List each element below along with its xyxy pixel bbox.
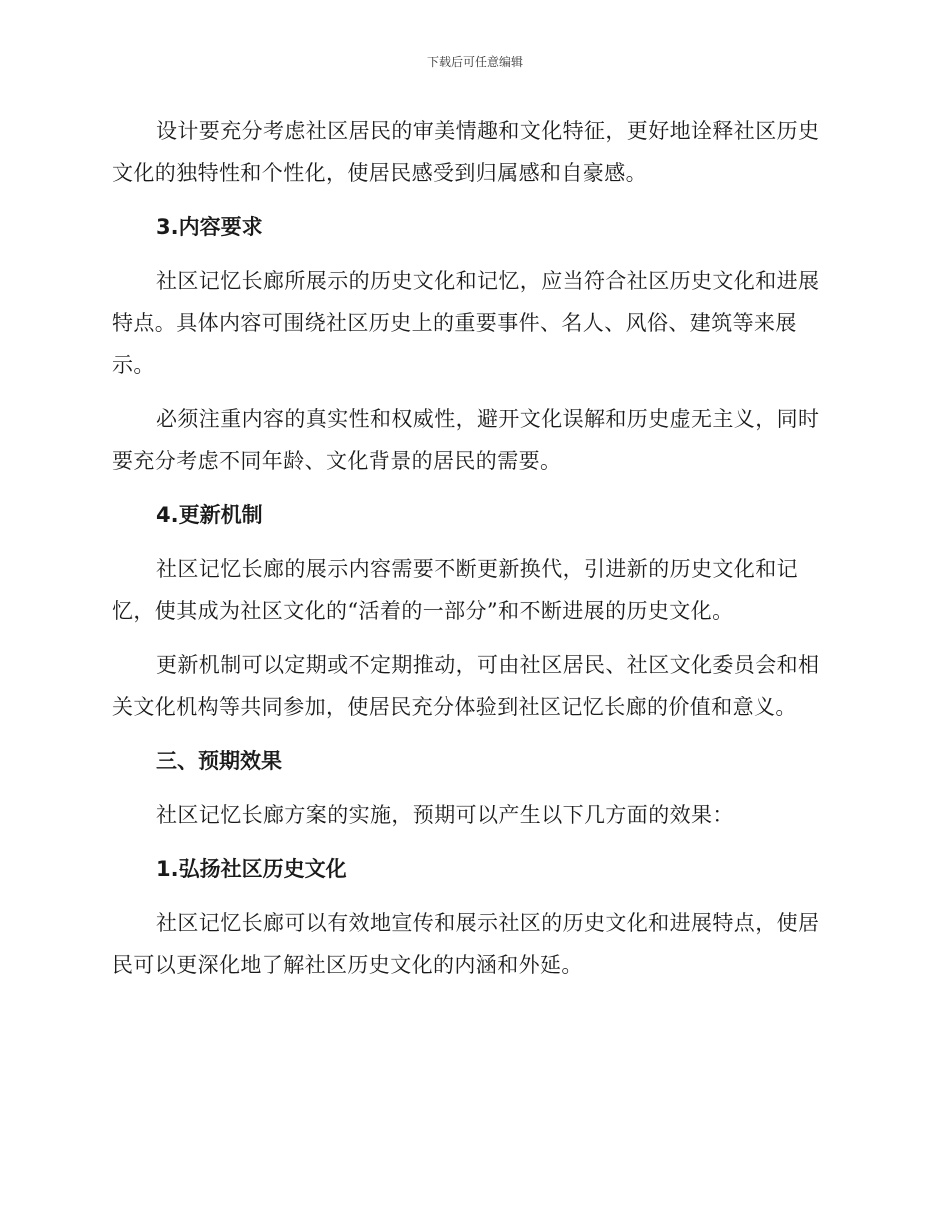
paragraph: 必须注重内容的真实性和权威性，避开文化误解和历史虚无主义，同时要充分考虑不同年龄、文化背景的居民的需要。: [112, 407, 820, 473]
paragraph: 社区记忆长廊所展示的历史文化和记忆，应当符合社区历史文化和进展特点。具体内容可围绕社区历史上的重要事件、名人、风俗、建筑等来展示。: [112, 269, 820, 377]
page-header: 下载后可任意编辑: [426, 55, 523, 69]
paragraph: 社区记忆长廊的展示内容需要不断更新换代，引进新的历史文化和记忆，使其成为社区文化的“活着的一部分”和不断进展的历史文化。: [112, 557, 798, 623]
paragraph: 社区记忆长廊方案的实施，预期可以产生以下几方面的效果：: [156, 803, 734, 827]
section-heading: 三、预期效果: [156, 749, 282, 773]
paragraph: 更新机制可以定期或不定期推动，可由社区居民、社区文化委员会和相关文化机构等共同参加，使居民充分体验到社区记忆长廊的价值和意义。: [112, 653, 820, 719]
document-body: [112, 110, 838, 998]
section-heading: 3.内容要求: [156, 215, 263, 239]
section-heading: 4.更新机制: [156, 503, 263, 527]
paragraph: 社区记忆长廊可以有效地宣传和展示社区的历史文化和进展特点，使居民可以更深化地了解社区历史文化的内涵和外延。: [112, 911, 820, 977]
section-heading: 1.弘扬社区历史文化: [156, 857, 347, 881]
paragraph: 设计要充分考虑社区居民的审美情趣和文化特征，更好地诠释社区历史文化的独特性和个性化，使居民感受到归属感和自豪感。: [112, 119, 820, 185]
